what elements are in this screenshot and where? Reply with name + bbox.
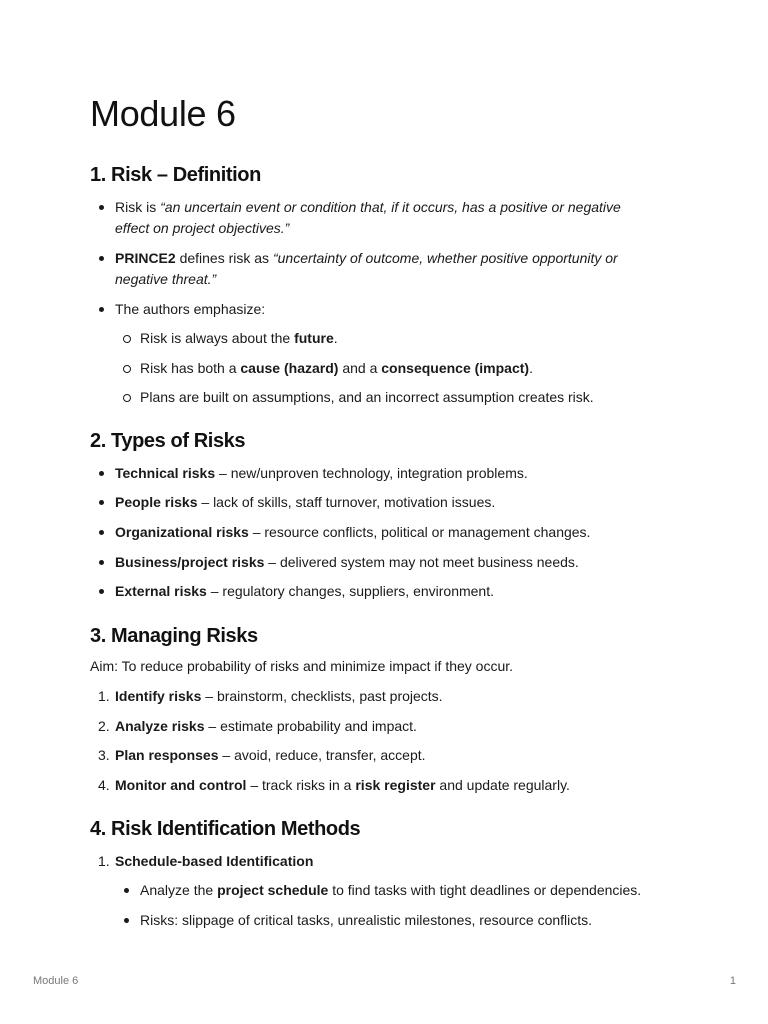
section-heading-types-of-risks: 2. Types of Risks	[90, 430, 246, 452]
list-item: The authors emphasize:	[90, 299, 690, 320]
numbered-item: 1. Schedule-based Identification	[90, 851, 690, 872]
footer-page-number: 1	[729, 975, 736, 987]
item-number: 1.	[98, 853, 110, 869]
sub-list-item: Risks: slippage of critical tasks, unrealistic milestones, resource conflicts.	[90, 910, 690, 931]
list-item: Organizational risks – resource conflicts, political or management changes.	[90, 522, 690, 543]
item-number: 3.	[98, 747, 110, 763]
item-number: 4.	[98, 777, 110, 793]
sub-list-item: Risk is always about the future.	[90, 328, 690, 349]
list-item: PRINCE2 defines risk as “uncertainty of outcome, whether positive opportunity or negative threat.”	[90, 248, 690, 290]
document-title: Module 6	[90, 93, 236, 134]
list-item: External risks – regulatory changes, suppliers, environment.	[90, 581, 690, 602]
list-item: Risk is “an uncertain event or condition that, if it occurs, has a positive or negative effect on project objectives.”	[90, 197, 690, 239]
numbered-item: 3. Plan responses – avoid, reduce, transfer, accept.	[90, 745, 690, 766]
numbered-item: 4. Monitor and control – track risks in a risk register and update regularly.	[90, 775, 690, 796]
item-number: 1.	[98, 688, 110, 704]
list-item: Technical risks – new/unproven technology, integration problems.	[90, 463, 690, 484]
list-item: Business/project risks – delivered system may not meet business needs.	[90, 552, 690, 573]
sub-list-item: Plans are built on assumptions, and an incorrect assumption creates risk.	[90, 387, 690, 408]
footer-document-name: Module 6	[33, 975, 79, 987]
sub-list-item: Risk has both a cause (hazard) and a consequence (impact).	[90, 358, 690, 379]
section-heading-risk-definition: 1. Risk – Definition	[90, 164, 261, 186]
aim-text: Aim: To reduce probability of risks and minimize impact if they occur.	[90, 658, 514, 674]
item-number: 2.	[98, 718, 110, 734]
section-heading-risk-identification-methods: 4. Risk Identification Methods	[90, 818, 361, 840]
sub-list-item: Analyze the project schedule to find tasks with tight deadlines or dependencies.	[90, 880, 710, 901]
numbered-item: 2. Analyze risks – estimate probability and impact.	[90, 716, 690, 737]
section-heading-managing-risks: 3. Managing Risks	[90, 625, 258, 647]
list-item: People risks – lack of skills, staff turnover, motivation issues.	[90, 492, 690, 513]
numbered-item: 1. Identify risks – brainstorm, checklists, past projects.	[90, 686, 690, 707]
